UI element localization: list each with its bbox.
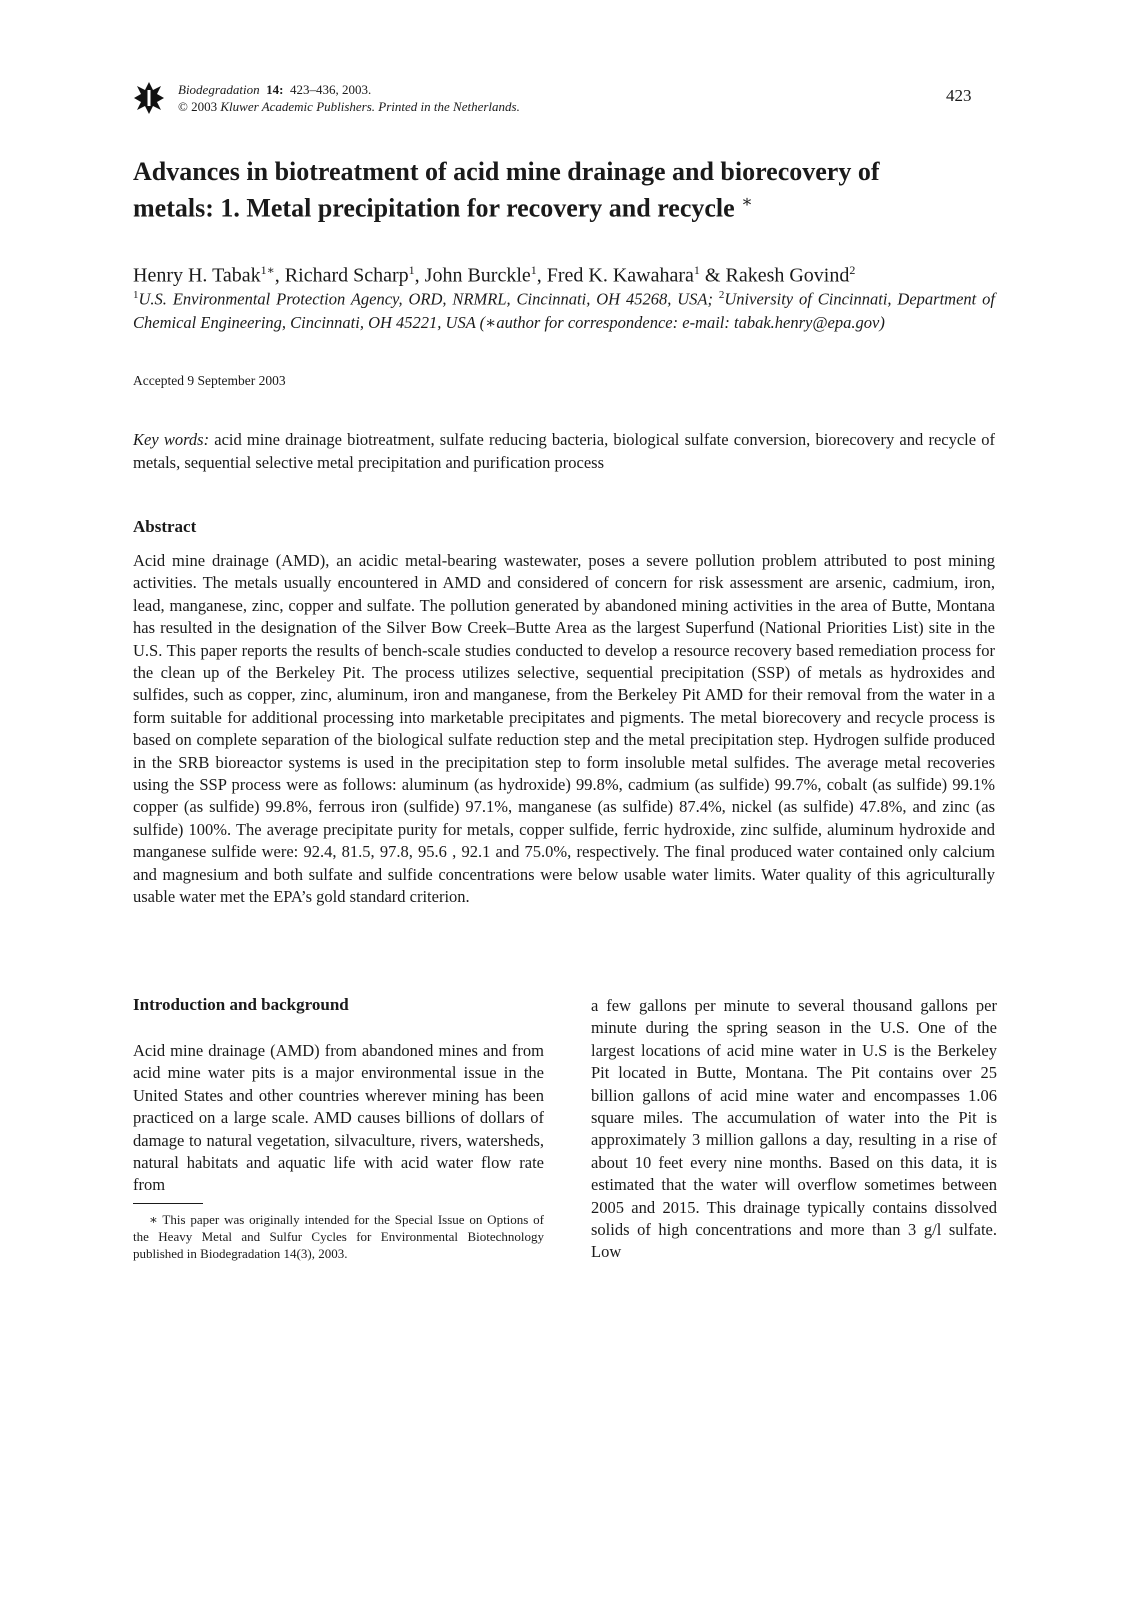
author-affiliation-mark: 1∗ [260, 263, 275, 277]
keywords-text: acid mine drainage biotreatment, sulfate reducing bacteria, biological sulfate conversion, biorecovery and recycle of metals, sequential selective metal precipitation and purification process [133, 430, 995, 472]
keywords [133, 428, 995, 474]
accepted-date: Accepted 9 September 2003 [133, 373, 286, 388]
author-name: Richard Scharp [284, 264, 409, 287]
author-separator: & [699, 264, 726, 287]
journal-line-1 [178, 81, 520, 98]
introduction-heading: Introduction and background [133, 995, 349, 1014]
title-footnote-marker: ∗ [741, 192, 753, 211]
title-line-2: metals: 1. Metal precipitation for recovery and recycle [133, 193, 735, 223]
author-name: Henry H. Tabak [133, 264, 261, 287]
author-affiliation-mark: 1 [408, 263, 415, 277]
author-affiliation-mark: 1 [693, 263, 700, 277]
author-affiliation-mark: 2 [849, 263, 856, 277]
author-name: Rakesh Govind [725, 264, 850, 287]
introduction-right-column: a few gallons per minute to several thousand gallons per minute during the spring season in the U.S. One of the largest locations of acid mine water in U.S is the Berkeley Pit located in Butte, Montana. The Pit contains over 25 billion gallons of acid mine water and encompasses 1.06 square miles. The accumulation of water into the Pit is approximately 3 million gallons a day, resulting in a rise of about 10 feet every nine months. Based on this data, it is estimated that the water will overflow sometimes between 2005 and 2015. This drainage typically contains dissolved solids of high concentrations and more than 3 g/l sulfate. Low [591, 996, 997, 1262]
author-affiliation-mark: 1 [530, 263, 537, 277]
author-separator: , [414, 264, 425, 287]
page-number: 423 [946, 86, 972, 105]
author-separator: , [536, 264, 547, 287]
abstract-heading: Abstract [133, 517, 197, 536]
publisher-logo-icon [133, 80, 165, 116]
author-name: Fred K. Kawahara [546, 264, 694, 287]
publisher-line: Kluwer Academic Publishers. Printed in the Netherlands. [220, 99, 520, 114]
paper-title [133, 157, 993, 224]
footnote [133, 1211, 544, 1262]
introduction-left-column: Acid mine drainage (AMD) from abandoned mines and from acid mine water pits is a major environmental issue in the United States and other countries wherever mining has been practiced on a large scale. AMD causes billions of dollars of damage to natural vegetation, silvaculture, rivers, watersheds, natural habitats and aquatic life with acid water flow rate from [133, 1041, 544, 1195]
journal-citation [178, 81, 520, 115]
abstract-body: Acid mine drainage (AMD), an acidic metal-bearing wastewater, poses a severe pollution problem attributed to post mining activities. The metals usually encountered in AMD and considered of concern for risk assessment are arsenic, cadmium, iron, lead, manganese, zinc, copper and sulfate. The pollution generated by abandoned mining activities in the area of Butte, Montana has resulted in the designation of the Silver Bow Creek–Butte Area as the largest Superfund (National Priorities List) site in the U.S. This paper reports the results of bench-scale studies conducted to develop a resource recovery based remediation process for the clean up of the Berkeley Pit. The process utilizes selective, sequential precipitation (SSP) of metals as hydroxides and sulfides, such as copper, zinc, aluminum, iron and manganese, from the Berkeley Pit AMD for their removal from the water in a form suitable for additional processing into marketable precipitates and pigments. The metal biorecovery and recycle process is based on complete separation of the biological sulfate reduction step and the metal precipitation step. Hydrogen sulfide produced in the SRB bioreactor systems is used in the precipitation step to form insoluble metal sulfides. The average metal recoveries using the SSP process were as follows: aluminum (as hydroxide) 99.8%, cadmium (as sulfide) 99.7%, cobalt (as sulfide) 99.1% copper (as sulfide) 99.8%, ferrous iron (sulfide) 97.1%, manganese (as sulfide) 87.4%, nickel (as sulfide) 47.8%, and zinc (as sulfide) 100%. The average precipitate purity for metals, copper sulfide, ferric hydroxide, zinc sulfide, aluminum hydroxide and manganese sulfide were: 92.4, 81.5, 97.8, 95.6 , 92.1 and 75.0%, respectively. The final produced water contained only calcium and magnesium and both sulfate and sulfide concentrations were below usable water limits. Water quality of this agriculturally usable water met the EPA’s gold standard criterion. [133, 551, 995, 907]
journal-volume: 14: [266, 82, 284, 97]
affiliation-mark: 1 [133, 289, 139, 301]
affiliation-1: U.S. Environmental Protection Agency, ORD, NRMRL, Cincinnati, OH 45268, USA; [138, 289, 719, 309]
affiliation-mark: 2 [718, 289, 725, 301]
title-line-1: Advances in biotreatment of acid mine drainage and biorecovery of [133, 157, 880, 186]
copyright-year: 2003 [191, 99, 218, 114]
copyright-symbol: © [178, 99, 188, 114]
footnote-marker: ∗ [149, 1212, 158, 1227]
footnote-text: This paper was originally intended for the Special Issue on Options of the Heavy Metal and Sulfur Cycles for Environmental Biotechnology published in Biodegradation 14(3), 2003. [133, 1212, 544, 1261]
author-name: John Burckle [424, 264, 531, 287]
author-separator: , [274, 264, 285, 287]
affiliation-2: University of Cincinnati, Department of Chemical Engineering, Cincinnati, OH 45221, USA ( [133, 289, 995, 332]
correspondence-text: author for correspondence: e-mail: tabak.henry@epa.gov) [496, 312, 885, 332]
journal-line-2 [178, 98, 520, 115]
journal-name: Biodegradation [178, 82, 260, 97]
keywords-label: Key words: [133, 430, 210, 449]
affiliations [133, 284, 995, 334]
correspondence-marker: ∗ [485, 312, 497, 332]
footnote-rule [133, 1203, 203, 1204]
journal-pages-year: 423–436, 2003. [289, 82, 372, 97]
